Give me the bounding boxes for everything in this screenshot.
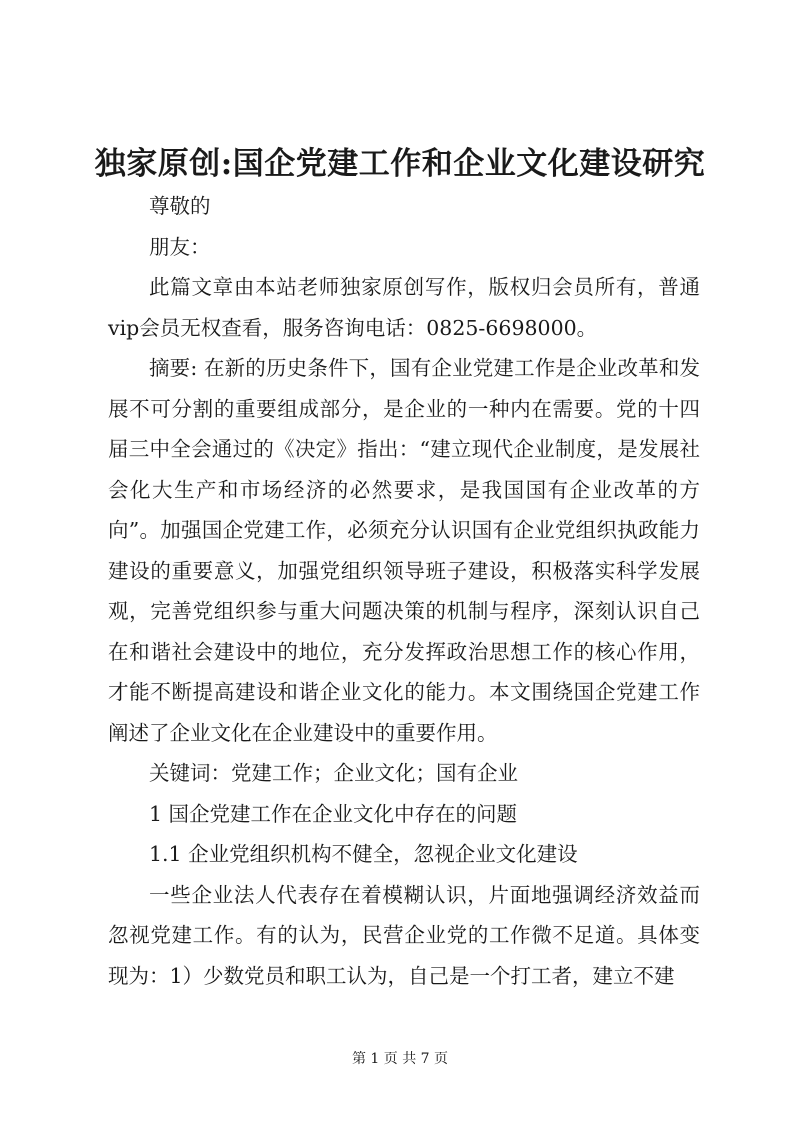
document-body (108, 186, 700, 996)
keywords-line: 关键词：党建工作；企业文化；国有企业 (149, 761, 518, 785)
greeting-line: 朋友： (149, 234, 211, 259)
page-number-footer: 第 1 页 共 7 页 (351, 1051, 449, 1067)
copyright-notice: 此篇文章由本站老师独家原创写作，版权归会员所有，普通vip会员无权查看，服务咨询电话：0825-6698000。 (108, 275, 700, 340)
greeting-line: 尊敬的 (149, 194, 211, 218)
document-title: 独家原创:国企党建工作和企业文化建设研究 (94, 146, 706, 182)
body-paragraph: 一些企业法人代表存在着模糊认识，片面地强调经济效益而忽视党建工作。有的认为，民营企业党的工作微不足道。具体变现为：1）少数党员和职工认为，自己是一个打工者，建立不建 (108, 882, 700, 988)
section-heading: 1 国企党建工作在企业文化中存在的问题 (149, 801, 518, 826)
abstract-paragraph: 摘要: 在新的历史条件下，国有企业党建工作是企业改革和发展不可分割的重要组成部分，是企业的一种内在需要。党的十四届三中全会通过的《决定》指出：“建立现代企业制度，是发展社会化大生产和市场经济的必然要求，是我国国有企业改革的方向”。加强国企党建工作，必须充分认识国有企业党组织执政能力建设的重要意义，加强党组织领导班子建设，积极落实科学发展观，完善党组织参与重大问题决策的机制与程序，深刻认识自己在和谐社会建设中的地位，充分发挥政治思想工作的核心作用，才能不断提高建设和谐企业文化的能力。本文围绕国企党建工作阐述了企业文化在企业建设中的重要作用。 (108, 356, 700, 745)
subsection-heading: 1.1 企业党组织机构不健全，忽视企业文化建设 (149, 842, 578, 866)
